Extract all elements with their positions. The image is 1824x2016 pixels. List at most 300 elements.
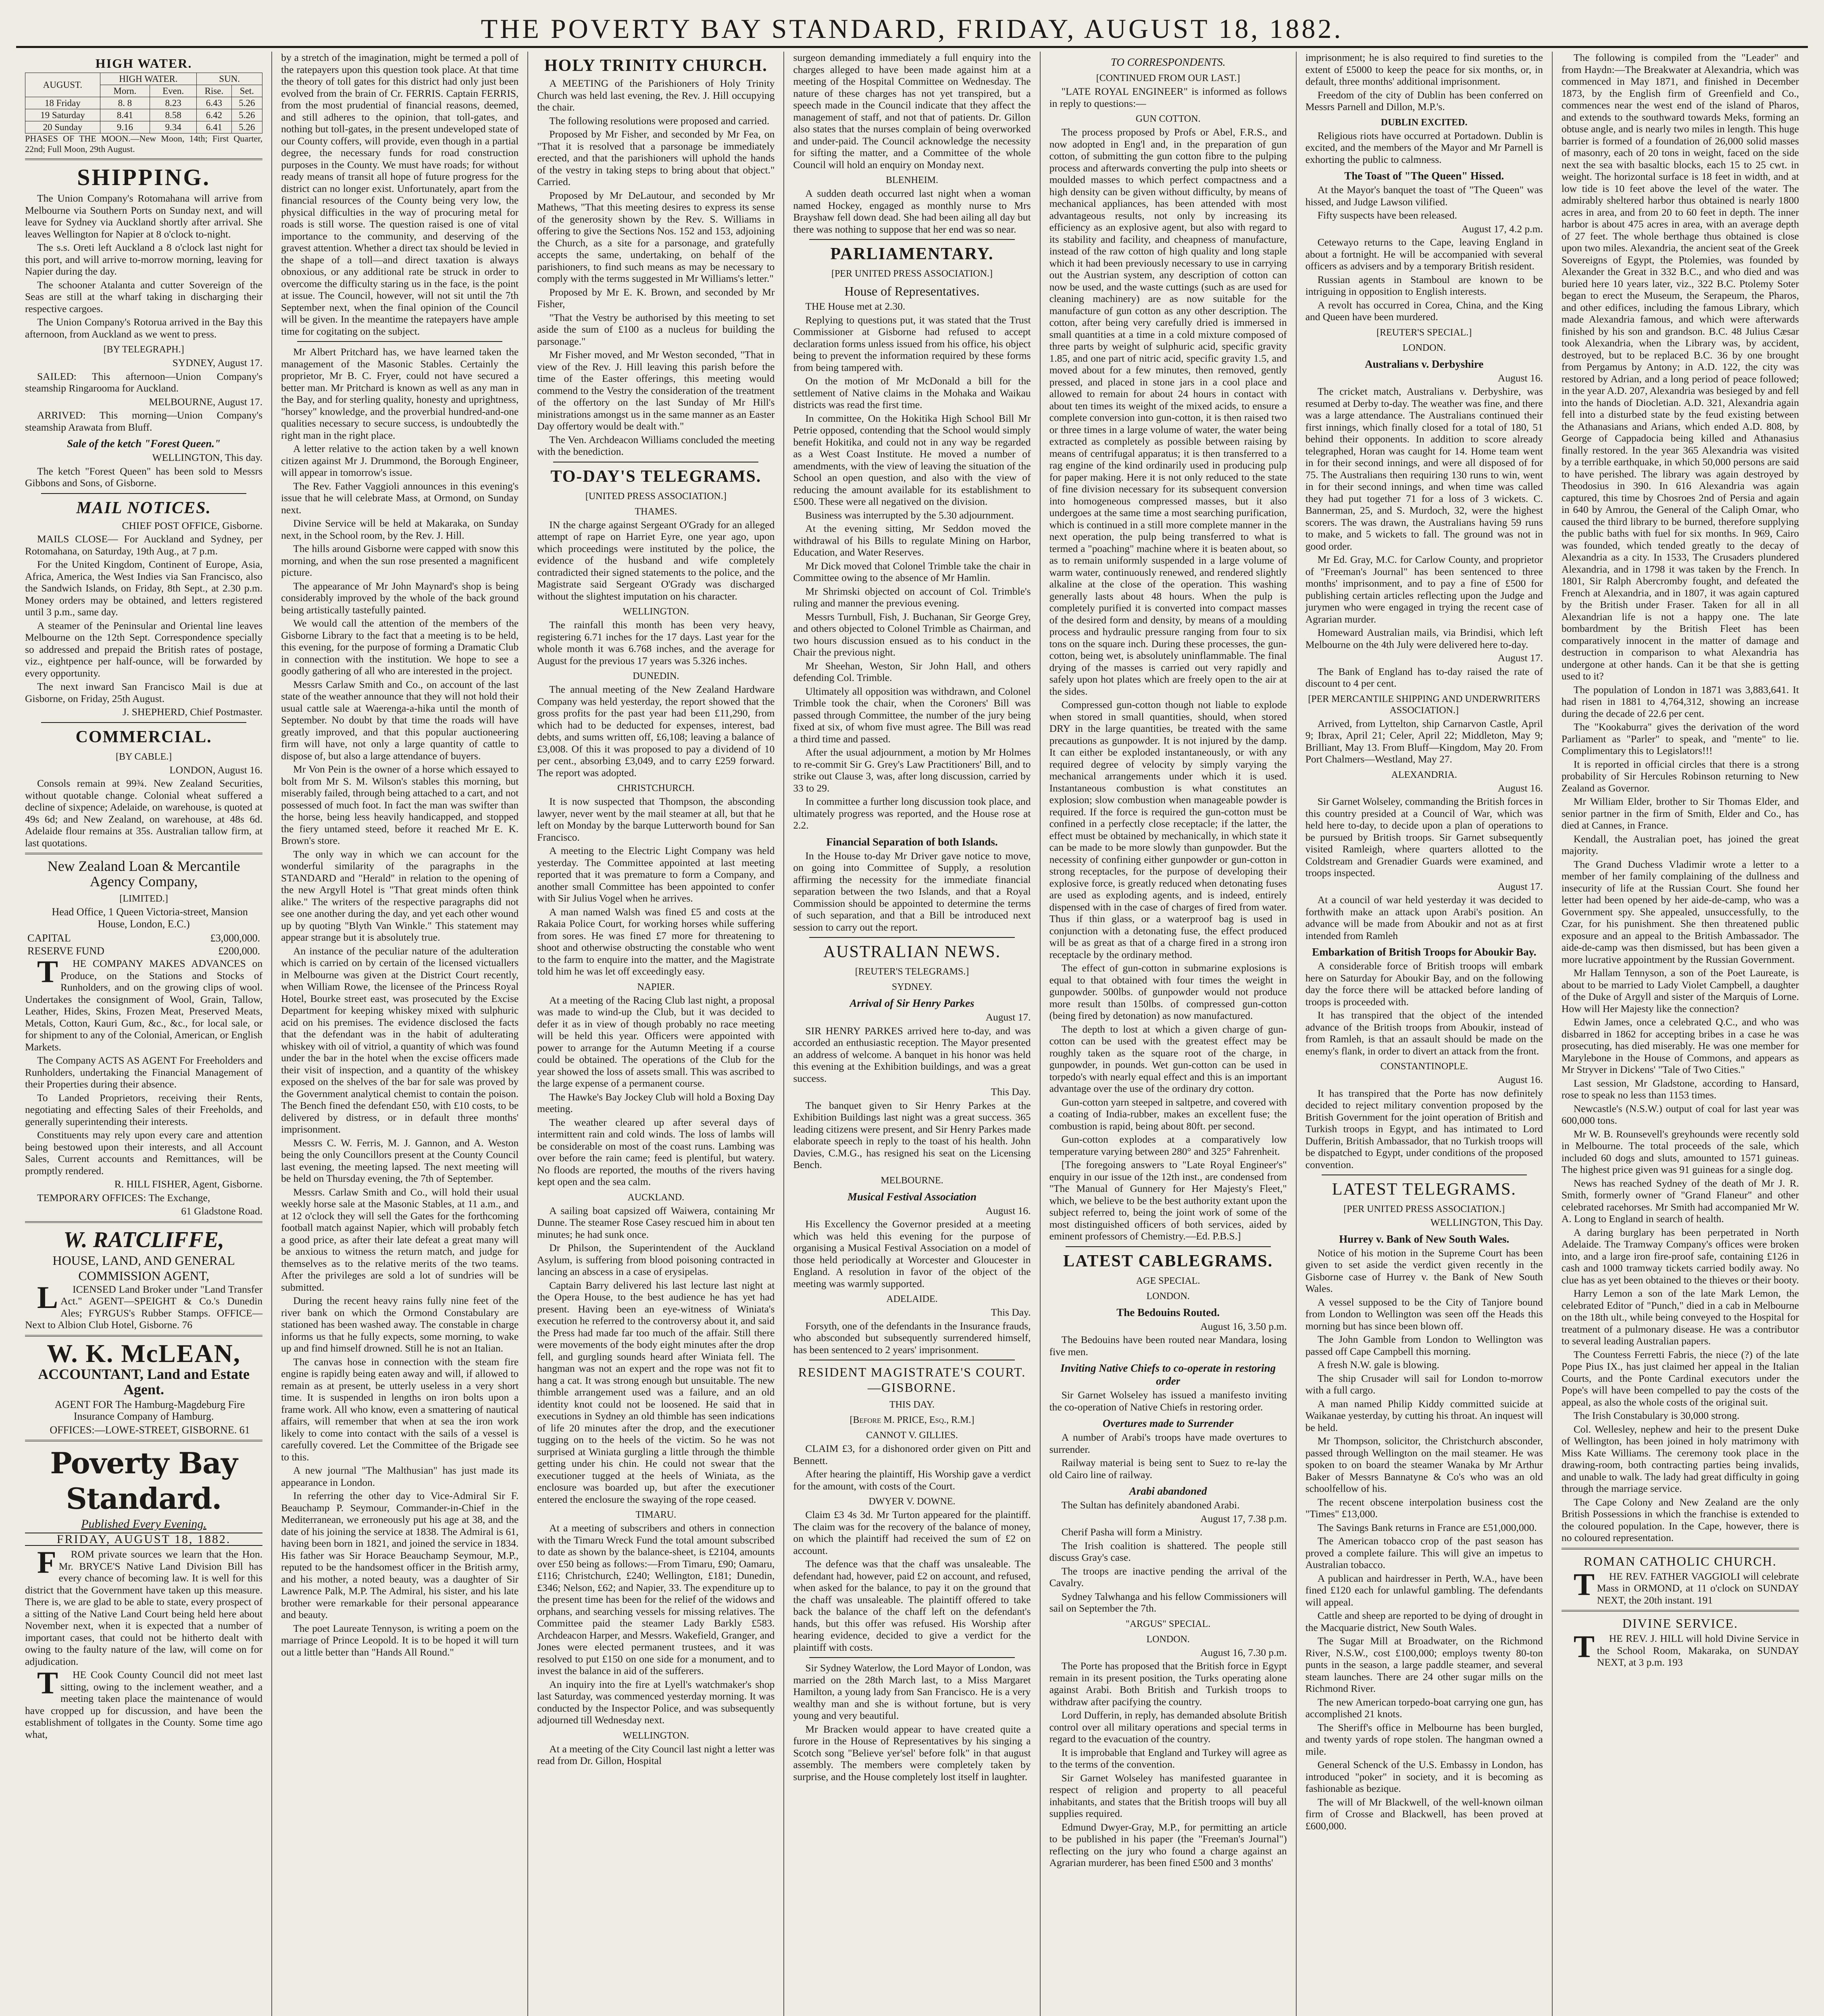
paragraph: Sir Sydney Waterlow, the Lord Mayor of London, was married on the 28th March last, to a Miss Margaret Hamilton, a young lady from San Francisco. He is a very wealthy man and she is without fortune, but is very young and very beautiful.	[793, 1662, 1031, 1721]
column-3	[528, 52, 784, 2016]
notice-heading: ROMAN CATHOLIC CHURCH.	[1584, 1554, 1777, 1568]
subheading: House of Representatives.	[844, 284, 980, 298]
paragraph: For the United Kingdom, Continent of Europe, Asia, Africa, America, the West Indies via San Francisco, also the Sandwich Islands, on Friday, 8th Sept., at 2.30 p.m. Money orders may be obtained, and letters registered until 3 p.m., same day.	[25, 558, 263, 618]
paragraph: Sydney Talwhanga and his fellow Commissioners will sail on September the 7th.	[1049, 1590, 1287, 1614]
paragraph: The Rev. Father Vaggioli announces in this evening's issue that he will celebrate Mass, at Ormond, on Sunday next.	[281, 480, 519, 516]
table-cell: 5.26	[231, 97, 262, 109]
place-heading: ADELAIDE.	[886, 1294, 938, 1304]
subheading: Arrival of Sir Henry Parkes	[850, 997, 974, 1009]
divider	[25, 1221, 262, 1223]
paragraph: Constituents may rely upon every care and attention being bestowed upon their interests, and all Account Sales, Current accounts and Remittances, will be promptly rendered.	[25, 1129, 263, 1177]
paragraph: A man named Walsh was fined £5 and costs at the Rakaia Police Court, for working horses while suffering from sores. He was fined £7 more for threatening to shoot and otherwise obstructing the constable who went to the farm to enquire into the matter, and the Magistrate told him he was let off exceedingly easy.	[537, 906, 775, 977]
paragraph: 61 Gladstone Road.	[181, 1205, 263, 1217]
column-5	[1041, 52, 1297, 2016]
paragraph: AGENT FOR The Hamburg-Magdeburg Fire Insurance Company of Hamburg.	[54, 1398, 245, 1422]
table-cell: 8.58	[150, 109, 197, 121]
paragraph: Ultimately all opposition was withdrawn, and Colonel Trimble took the chair, when the Coroners' Bill was passed through Committee, the number of the jury being fixed at six, of whom five must agree. The Bill was read a third time and passed.	[793, 685, 1031, 745]
paragraph: The Sultan has definitely abandoned Arabi.	[1061, 1499, 1240, 1511]
paragraph: The schooner Atalanta and cutter Sovereign of the Seas are still at the wharf taking in discharging their respective cargoes.	[25, 279, 263, 314]
article-heading: AUSTRALIAN NEWS.	[823, 943, 1001, 961]
dateline: WELLINGTON, This day.	[152, 452, 263, 463]
paragraph: [The foregoing answers to "Late Royal Engineer's" enquiry in our issue of the 12th inst., are condensed from "The Manual of Gunnery for Her Majesty's Fleet," which, we believe to be the best authority extant upon the subject referred to, being the joint work of some of the most distinguished officers of both services, aided by eminent professors of Chemistry.—Ed. P.B.S.]	[1049, 1159, 1287, 1242]
paper-nameplate: Poverty Bay Standard.	[50, 1446, 237, 1516]
article-heading: HOLY TRINITY CHURCH.	[544, 56, 768, 75]
paragraph: TEMPORARY OFFICES: The Exchange,	[37, 1191, 210, 1204]
paragraph: Replying to questions put, it was stated that the Trust Commissioner at Gisborne had refused to accept declaration forms unless issued from his office, his object being to prevent the information required by these forms from being tampered with.	[793, 314, 1031, 373]
paragraph: Mr Hallam Tennyson, a son of the Poet Laureate, is about to be married to Lady Violet Campbell, a daughter of the Duke of Argyll and sister of the Marquis of Lorne. How will Her Majesty like the connection?	[1561, 967, 1799, 1014]
column-4	[784, 52, 1040, 2016]
high-water-title: HIGH WATER.	[95, 56, 192, 71]
subheading: Sale of the ketch "Forest Queen."	[67, 437, 221, 450]
ad-title: ACCOUNTANT, Land and Estate Agent.	[38, 1366, 250, 1397]
paragraph: The Sheriff's office in Melbourne has been burgled, and twenty yards of rope stolen. The hangman owned a mile.	[1305, 1721, 1543, 1757]
paragraph: Cattle and sheep are reported to be dying of drought in the Macquarie district, New South Wales.	[1305, 1610, 1543, 1633]
paragraph: The canvas hose in connection with the steam fire engine is rapidly being eaten away and will, if allowed to remain as at present, be utterly useless in a very short time. It is suspended in lengths on iron bolts upon a frame work. All who know, even a smattering of nautical affairs, will remember that when at sea the iron work likely to come into contact with the sails of a vessel is carefully covered. Let the Committee of the Brigade see to this.	[281, 1356, 519, 1463]
subheading: Overtures made to Surrender	[1102, 1417, 1234, 1429]
place-heading: THAMES.	[635, 506, 677, 517]
paragraph: Col. Wellesley, nephew and heir to the present Duke of Wellington, has been joined in holy matrimony with Miss Kate Williams. The ceremony took place in the drawing-room, both contracting parties being invalids, and unable to walk. The lady had great difficulty in going through the marriage service.	[1561, 1423, 1799, 1494]
paragraph: Gun-cotton explodes at a comparatively low temperature varying between 280° and 325° Fahrenheit.	[1049, 1133, 1287, 1157]
paragraph: FROM private sources we learn that the Hon. Mr. BRYCE'S Native Land Division Bill has every chance of becoming law. It is well for this district that the Government have taken up this measure. There is, we are glad to be able to state, every prospect of a sitting of the Native Land Court being held here about November next, when it is expected that a number of important cases, that could not be hitherto dealt with owing to the faulty nature of the law, will come on for adjudication.	[25, 1545, 263, 1667]
paragraph: Dr Philson, the Superintendent of the Auckland Asylum, is suffering from blood poisoning contracted in lancing an abscess in a case of erysipelas.	[537, 1242, 775, 1277]
paragraph: At the Mayor's banquet the toast of "The Queen" was hissed, and Judge Lawson vilified.	[1305, 184, 1543, 208]
paragraph: Mr Dick moved that Colonel Trimble take the chair in Committee owing to the absence of Mr Hamlin.	[793, 560, 1031, 583]
paragraph: During the recent heavy rains fully nine feet of the river bank on which the Ormond Constabulary are stationed has been washed away. The constable in charge informs us that he fully expects, some morning, to wake up and find himself drowned. Still he is not an Italian.	[281, 1295, 519, 1354]
paragraph: On the motion of Mr McDonald a bill for the settlement of Native claims in the Mohaka and Waikau districts was read the first time.	[793, 375, 1031, 410]
table-cell: Friday	[56, 98, 81, 108]
ad-company-name: New Zealand Loan & Mercantile Agency Company,	[47, 858, 240, 889]
table-cell: 18	[44, 98, 54, 108]
dateline: WELLINGTON, This Day.	[1430, 1216, 1543, 1228]
table-cell: 6.41	[197, 121, 231, 133]
table-cell: 8.41	[100, 109, 150, 121]
paragraph: Messrs Turnbull, Fish, J. Buchanan, Sir George Grey, and others objected to Colonel Trimble as Chairman, and two hours discussion ensued as to his conduct in the Chair the previous night.	[793, 610, 1031, 658]
paragraph: Mr Sheehan, Weston, Sir John Hall, and others defending Col. Trimble.	[793, 660, 1031, 683]
paragraph: CLAIM £3, for a dishonored order given on Pitt and Bennett.	[793, 1443, 1031, 1466]
subheading: Musical Festival Association	[847, 1190, 977, 1203]
divider	[25, 1335, 262, 1337]
moon-phases: PHASES OF THE MOON.—New Moon, 14th; First Quarter, 22nd; Full Moon, 29th August.	[25, 133, 263, 154]
place-heading: LONDON.	[1146, 1634, 1190, 1645]
subheading: [UNITED PRESS ASSOCIATION.]	[585, 491, 727, 502]
paragraph: Harry Lemon a son of the late Mark Lemon, the celebrated Editor of "Punch," died in a cab in Melbourne on the 18th ult., while being conveyed to the Hospital for treatment of a pulmonary disease. He was a contributor to several leading Australian papers.	[1561, 1287, 1799, 1347]
paragraph: The Bedouins have been routed near Mandara, losing five men.	[1049, 1334, 1287, 1358]
ad-name: W. RATCLIFFE,	[63, 1227, 224, 1252]
table-cell: 9.16	[100, 121, 150, 133]
table-cell: 6.43	[197, 97, 231, 109]
paragraph: "LATE ROYAL ENGINEER" is informed as follows in reply to questions:—	[1049, 85, 1287, 109]
paragraph: Arrived, from Lyttelton, ship Carnarvon Castle, April 9; Ibrax, April 21; Celer, April 22; Middleton, May 9; Brilliant, May 13. From Bluff—Kingdom, May 20. From Port Chalmers—Westland, May 27.	[1305, 717, 1543, 765]
paragraph: A daring burglary has been perpetrated in North Adelaide. The Tramway Company's offices were broken into, and a large iron fire-proof safe, containing £126 in cash and 1000 tramway tickets carried bodily away. No clue has as yet been obtained to the thieves or their booty.	[1561, 1226, 1799, 1286]
paragraph: Mr Ed. Gray, M.C. for Carlow County, and proprietor of "Freeman's Journal" has been sentenced to three months' imprisonment, and to pay a fine of £500 for publishing certain articles reflecting upon the Judge and jurymen who were engaged in trying the recent case of Agrarian murder.	[1305, 554, 1543, 625]
paragraph: surgeon demanding immediately a full enquiry into the charges alleged to have been made against him at a meeting of the Hospital Committee on Wednesday. The nature of these charges has not yet transpired, but a speech made in the Council indicate that they affect the management of staff, and not that of patients. Dr. Gillon also states that the nurses complain of being overworked and under-paid. The Council acknowledge the necessity for sifting the matter, and a Committee of the whole Council will hold an enquiry on Monday next.	[793, 52, 1031, 171]
paragraph: Homeward Australian mails, via Brindisi, which left Melbourne on the 4th July were delivered here to-day.	[1305, 627, 1543, 650]
paragraph: ARRIVED: This morning—Union Company's steamship Arawata from Bluff.	[25, 409, 263, 433]
paragraph: Sir Garnet Wolseley has manifested guarantee in respect of religion and property to all peaceful inhabitants, and states that the British troops will buy all supplies required.	[1049, 1772, 1287, 1819]
paragraph: Cetewayo returns to the Cape, leaving England in about a fortnight. He will be accompanied with several officers as advisers and by a temporary British resident.	[1305, 236, 1543, 272]
paragraph: A letter relative to the action taken by a well known citizen against Mr J. Drummond, the Borough Engineer, will appear in tomorrow's issue.	[281, 443, 519, 478]
place-heading: WELLINGTON.	[623, 606, 689, 617]
dateline: August 17.	[1497, 652, 1543, 664]
table-cell: 9.34	[150, 121, 197, 133]
place-heading: AUCKLAND.	[627, 1192, 685, 1203]
divider	[25, 853, 262, 854]
subheading: The Toast of "The Queen" Hissed.	[1344, 170, 1504, 182]
dateline: August 16.	[1497, 782, 1543, 794]
paragraph: LICENSED Land Broker under "Land Transfer Act." AGENT—SPEIGHT & Co.'s Dunedin Ales; FYRGUS's Rubber Stamps. OFFICE—Next to Albion Club Hotel, Gisborne. 76	[25, 1279, 263, 1331]
paragraph: It is reported in official circles that there is a strong probability of Sir Hercules Robinson returning to New Zealand as Governor.	[1561, 758, 1799, 794]
paragraph: To Landed Proprietors, receiving their Rents, negotiating and effecting Sales of their Freeholds, and generally superintending their interests.	[25, 1091, 263, 1127]
paragraph: In committee, On the Hokitika High School Bill Mr Petrie opposed, contending that the School would simply benefit Hokitika, and could not in any way be regarded as a West Coast Institute. He moved a number of amendments, with the view of leaving the situation of the School an open question, and also with the view of reducing the amount available for its establishment to £500. These were all negatived on the division.	[793, 412, 1031, 507]
subheading: [PER UNITED PRESS ASSOCIATION.]	[831, 269, 993, 279]
paragraph: THE REV. FATHER VAGGIOLI will celebrate Mass in ORMOND, at 11 o'clock on SUNDAY NEXT, the 20th instant. 191	[1573, 1566, 1799, 1606]
paragraph: The cricket match, Australians v. Derbyshire, was resumed at Derby to-day. The weather was fine, and there was a large attendance. The Australians continued their first innings, which finally closed for a total of 180, 51 behind their opponents. In addition to score already telegraphed, Horan was caught for 14. Home team went in for their second innings, and were all disposed of for 75. The Australians then requiring 130 runs to win, went in for their second innings, and when time was called they had put together 71 for a loss of 3 wickets. C. Bannerman, 25, and S. Murdoch, 32, were the highest scorers. The was drawn, the Australians having 59 runs to make, and 5 wickets to fall. The ground was not in good order.	[1305, 385, 1543, 552]
paragraph: Mr Fisher moved, and Mr Weston seconded, "That in view of the Rev. J. Hill leaving this parish before the time of the Easter offerings, this meeting would commend to the Vestry the consideration of the treatment of the offertory on the last Sunday of Mr Hill's ministrations amongst us in the same manner as an Easter Day offertory would be dealt with."	[537, 349, 775, 432]
paragraph: The ship Crusader will sail for London to-morrow with a full cargo.	[1305, 1372, 1543, 1396]
table-cell: £3,000,000.	[210, 932, 260, 944]
divider	[809, 937, 1014, 938]
paragraph: OFFICES:—LOWE-STREET, GISBORNE. 61	[50, 1424, 250, 1436]
paragraph: A number of Arabi's troops have made overtures to surrender.	[1049, 1431, 1287, 1455]
paragraph: The Porte has proposed that the British force in Egypt remain in its present position, the Turks operating alone against Arabi. Both British and Turkish troops to withdraw after pacifying the country.	[1049, 1660, 1287, 1708]
paragraph: The Sugar Mill at Broadwater, on the Richmond River, N.S.W., cost £100,000; employs twenty 80-ton punts in the season, a large paddle steamer, and several steam launches. There are 24 other sugar mills on the Richmond River.	[1305, 1635, 1543, 1694]
paragraph: The following resolutions were proposed and carried.	[549, 115, 770, 127]
mail-heading: MAIL NOTICES.	[76, 498, 211, 517]
dateline: August 16, 3.50 p.m.	[1200, 1320, 1287, 1332]
subheading: [CONTINUED FROM OUR LAST.]	[1096, 73, 1240, 83]
paragraph: It is improbable that England and Turkey will agree as to the terms of the convention.	[1049, 1746, 1287, 1770]
paragraph: News has reached Sydney of the death of Mr J. R. Smith, formerly owner of "Grand Flaneur" and other celebrated racehorses. Mr Smith had accompanied Mr W. A. Long to England in search of health.	[1561, 1177, 1799, 1225]
divider	[809, 239, 1014, 240]
paragraph: The "Kookaburra" gives the derivation of the word Parliament as "Parler" to speak, and "mente" to lie. Complimentary this to Legislators!!!	[1561, 721, 1799, 756]
paragraph: The effect of gun-cotton in submarine explosions is equal to that obtained with four times the weight in gunpowder. 500lbs. of gunpowder would not produce more result than 150lbs. of compressed gun-cotton (being fired by detonation) as now manufactured.	[1049, 962, 1287, 1021]
dateline: CHIEF POST OFFICE, Gisborne.	[122, 519, 263, 531]
divider	[1066, 1246, 1271, 1247]
paper-tagline: Published Every Evening.	[81, 1517, 206, 1531]
dateline: August 17.	[1497, 880, 1543, 892]
paragraph: SAILED: This afternoon—Union Company's steamship Ringarooma for Auckland.	[25, 370, 263, 394]
capital-table	[25, 931, 262, 958]
paragraph: MAILS CLOSE— For Auckland and Sydney, per Rotomahana, on Saturday, 19th Aug., at 7 p.m.	[25, 533, 263, 557]
table-header: Rise.	[197, 85, 231, 97]
place-heading: ALEXANDRIA.	[1391, 769, 1457, 780]
paragraph: Edmund Dwyer-Gray, M.P., for permitting an article to be published in his paper (the "Freeman's Journal") reflecting on the jury who found a charge against an Agrarian murderer, has been fined £500 and 3 months'	[1049, 1821, 1287, 1868]
paragraph: The population of London in 1871 was 3,883,641. It had risen in 1881 to 4,764,312, showing an increase during the decade of 22.6 per cent.	[1561, 683, 1799, 719]
paragraph: At a meeting of subscribers and others in connection with the Timaru Wreck Fund the total amount subscribed to date as shown by the balance-sheet, is £2104, amounts over £50 being as follows:—From Timaru, £90; Oamaru, £116; Christchurch, £240; Wellington, £181; Dunedin, £346; Nelson, £62; and Napier, 33. The expenditure up to the present time has been for the relief of the widows and orphans, and searching vessels for missing relatives. The Committee paid the steamer Lady Barkly £583. Archdeacon Harper, and Messrs. Wakefield, Granger, and Jones were elected permanent trustees, and it was resolved to put £150 on one side for a monument, and to invest the balance in aid of the sufferers.	[537, 1522, 775, 1677]
paragraph: Cherif Pasha will form a Ministry.	[1061, 1526, 1203, 1538]
paragraph: A fresh N.W. gale is blowing.	[1317, 1359, 1439, 1370]
subheading: [Before M. PRICE, Esq., R.M.]	[850, 1415, 974, 1425]
subheading: Financial Separation of both Islands.	[826, 835, 998, 848]
paragraph: The Grand Duchess Vladimir wrote a letter to a member of her family complaining of the dullness and insecurity of life at the Russian Court. She found her letter had been opened by her aide-de-camp, who was a Government spy. She appealed, unsuccessfully, to the Czar, for his punishment. She then threatened public exposure and an appeal to the British Ambassador. The aide-de-camp was then dismissed, but has been given a more lucrative appointment by the Russian Government.	[1561, 858, 1799, 965]
paragraph: Fifty suspects have been released.	[1317, 209, 1457, 221]
table-header: Morn.	[100, 85, 150, 97]
divider	[809, 1657, 1014, 1658]
table-header: Set.	[231, 85, 262, 97]
paragraph: In the House to-day Mr Driver gave notice to move, on going into Committee of Supply, a resolution affirming the necessity for the immediate financial separation between the two Islands, and that a Royal Commission should be appointed to determine the terms of such separation, and that a Bill be introduced next session to carry out the report.	[793, 850, 1031, 933]
subheading: DUBLIN EXCITED.	[1380, 117, 1468, 128]
article-heading: TO-DAY'S TELEGRAMS.	[550, 467, 762, 486]
dateline: August 17, 4.2 p.m.	[1461, 223, 1543, 235]
paragraph: At a meeting of the Racing Club last night, a proposal was made to wind-up the Club, but it was decided to defer it as in view of though probably no race meeting will be held this year. Officers were appointed with power to arrange for the Autumn Meeting if a course could be obtained. The operations of the Club for the year showed the loss of assets small. This was ascribed to the large expense of a permanent course.	[537, 994, 775, 1089]
ad-title: HOUSE, LAND, AND GENERAL COMMISSION AGENT,	[52, 1253, 235, 1283]
subheading: [LIMITED.]	[119, 893, 168, 904]
subheading: Australians v. Derbyshire	[1365, 358, 1484, 370]
paragraph: The recent obscene interpolation business cost the "Times" £13,000.	[1305, 1496, 1543, 1520]
signature: J. SHEPHERD, Chief Postmaster.	[123, 706, 263, 718]
paragraph: The Cape Colony and New Zealand are the only British Possessions in which the franchise is extended to the coloured population. In the Cape, however, there is no coloured representation.	[1561, 1496, 1799, 1543]
paragraph: The annual meeting of the New Zealand Hardware Company was held yesterday, the report showed that the gross profits for the past year had been £11,290, from which had to be deducted for expenses, interest, bad debts, and sums written off, £6,108; leaving a balance of £3,008. Of this it was proposed to pay a dividend of 10 per cent., absorbing £3,049, and to carry £259 forward. The report was adopted.	[537, 683, 775, 779]
paragraph: Mr Bracken would appear to have created quite a furore in the House of Representatives by his singing a Scotch song "Believe yer'sel' before folk" in that august assembly. The members were completely taken by surprise, and the House completely lost itself in laughter.	[793, 1723, 1031, 1783]
place-heading: MELBOURNE.	[881, 1175, 943, 1186]
dateline: LONDON, August 16.	[169, 764, 263, 776]
paragraph: His Excellency the Governor presided at a meeting which was held this evening for the purpose of organising a Musical Festival Association on a model of those held periodically at Worcester and Gloucester in England. A resolution in favor of the object of the meeting was warmly supported.	[793, 1218, 1031, 1289]
paragraph: The s.s. Oreti left Auckland a 8 o'clock last night for this port, and will arrive to-morrow morning, leaving for Napier during the day.	[25, 242, 263, 277]
table-cell: CAPITAL	[27, 932, 71, 944]
column-1	[16, 52, 272, 2016]
paragraph: Consols remain at 99¾. New Zealand Securities, without quotable change. Colonial wheat suffered a decline of sixpence; Adelaide, on warehouse, is quoted at 49s 6d; and New Zealand, on warehouse, at 48s 6d. Adelaide flour remains at 35s. Australian tallow firm, at last quotations.	[25, 777, 263, 849]
dateline: August 17.	[985, 1011, 1031, 1023]
place-heading: TIMARU.	[635, 1510, 677, 1520]
subheading: [PER UNITED PRESS ASSOCIATION.]	[1343, 1204, 1505, 1214]
paragraph: Mr Shrimski objected on account of Col. Trimble's ruling and manner the previous evening.	[793, 585, 1031, 609]
paragraph: Forsyth, one of the defendants in the Insurance frauds, who absconded but subsequently surrendered himself, has been sentenced to 2 years' imprisonment.	[793, 1320, 1031, 1356]
paragraph: The depth to lost at which a given charge of gun-cotton can be used with the greatest effect may be roughly taken as the square root of the charge, in gunpowder, in pounds. Wet gun-cotton can be used in torpedo's with nearly equal effect and this is an important advantage over the use of the ordinary dry cotton.	[1049, 1023, 1287, 1094]
paragraph: Gun-cotton yarn steeped in saltpetre, and covered with a coating of India-rubber, makes an excellent fuse; the combustion is rapid, being about 80ft. per second.	[1049, 1096, 1287, 1132]
columns	[16, 52, 1808, 2016]
divider	[41, 722, 246, 723]
table-cell: 8. 8	[100, 97, 150, 109]
subheading: THIS DAY.	[889, 1400, 935, 1410]
paragraph: THE House met at 2.30.	[805, 300, 906, 312]
paragraph: Claim £3 4s 3d. Mr Turton appeared for the plaintiff. The claim was for the recovery of the balance of money, on which the plaintiff had received the sum of £2 on account.	[793, 1509, 1031, 1556]
dateline: August 16.	[1497, 372, 1543, 384]
subheading: [BY TELEGRAPH.]	[103, 344, 184, 355]
paragraph: The poet Laureate Tennyson, is writing a poem on the marriage of Prince Leopold. It is to be hoped it will turn out a little better than "Hands All Round."	[281, 1622, 519, 1658]
table-row	[25, 121, 262, 133]
paragraph: The Irish Constabulary is 30,000 strong.	[1573, 1410, 1740, 1421]
paragraph: The Countess Ferretti Fabris, the niece (?) of the late Pope Pius IX., has just claimed her appeal in the Italian Courts, and the Ponte Cardinal executors under the Pope's will have been compelled to pay the costs of the appeal, as also the whole costs of the original suit.	[1561, 1348, 1799, 1408]
paragraph: It has transpired that the object of the intended advance of the British troops from Aboukir, instead of from Ramleh, is that an assault should be made on the enemy's flank, in order to divert an attack from the front.	[1305, 1009, 1543, 1057]
table-cell: 6.42	[197, 109, 231, 121]
commercial-heading: COMMERCIAL.	[75, 727, 212, 746]
paper-date: FRIDAY, AUGUST 18, 1882.	[25, 1533, 262, 1546]
column-2	[272, 52, 528, 2016]
article-heading: TO CORRESPONDENTS.	[1110, 56, 1226, 68]
ad-name: W. K. McLEAN,	[47, 1339, 241, 1368]
table-cell: £200,000.	[218, 945, 260, 957]
place-heading: CHRISTCHURCH.	[617, 783, 695, 793]
subheading: "ARGUS" SPECIAL.	[1125, 1618, 1211, 1629]
paragraph: The Hawke's Bay Jockey Club will hold a Boxing Day meeting.	[537, 1091, 775, 1114]
place-heading: DUNEDIN.	[633, 671, 679, 681]
paragraph: Kendall, the Australian poet, has joined the great majority.	[1561, 833, 1799, 856]
paragraph: The hills around Gisborne were capped with snow this morning, and when the sun rose presented a magnificent picture.	[281, 543, 519, 578]
paragraph: by a stretch of the imagination, might be termed a poll of the ratepayers upon this question took place. At that time the theory of toll gates for this district had only just been evolved from the brain of Cr. FERRIS. Captain FERRIS, from the most prudential of financial reasons, deemed, and still adheres to the opinion, that toll-gates, and nothing but toll-gates, in the present undeveloped state of our County coffers, will provide, even though in a partial degree, the necessary funds for road construction purposes in the County. We must have roads; for without ready means of transit all hope of future progress for the district can no longer exist. Unfortunately, apart from the financial resources of the County being very low, the physical difficulties in the way of procuring metal for roads is still worse. The question raised is one of vital importance to the community, and deserving of the gravest attention. Whether a direct tax should be levied in the shape of a toll—and direct taxation is always obnoxious, or any additional rate be struck in order to overcome the difficulty staring us in the face, is the point at issue. The Council, however, will not sit until the 7th September next, when the final opinion of the Council will be given. In the meantime the ratepayers have ample time for cogitating on the subject.	[281, 52, 519, 337]
paragraph: Proposed by Mr DeLautour, and seconded by Mr Mathews, "That this meeting desires to express its sense of the generosity shown by the Rev. S. Williams in offering to give the Sections Nos. 152 and 153, adjoining the Church, as a site for a parsonage, and gratefully accepts the same, undertaking, on behalf of the parishioners, to find such means as may be necessary to comply with the terms suggested in Mr Williams's letter."	[537, 189, 775, 284]
subheading: AGE SPECIAL.	[1136, 1275, 1200, 1286]
paragraph: The John Gamble from London to Wellington was passed off Cape Campbell this morning.	[1305, 1333, 1543, 1357]
paragraph: Edwin James, once a celebrated Q.C., and who was disbarred in 1862 for accepting bribes in a case he was prosecuting, has died miserably. He was one member for Marylebone in the House of Commons, and appears as Mr Stryver in Dickens' "Tale of Two Cities."	[1561, 1016, 1799, 1075]
paragraph: Business was interrupted by the 5.30 adjournment.	[805, 509, 1014, 521]
paragraph: A considerable force of British troops will embark here on Saturday for Aboukir Bay, and on the following day the force there will be attacked before landing of troops is proceeded with.	[1305, 960, 1543, 1008]
paragraph: Divine Service will be held at Makaraka, on Sunday next, in the School room, by the Rev. J. Hill.	[281, 517, 519, 541]
dateline: This Day.	[991, 1086, 1031, 1098]
article-heading: PARLIAMENTARY.	[830, 245, 994, 263]
case-heading: DWYER V. DOWNE.	[868, 1496, 956, 1507]
paragraph: Mr Von Pein is the owner of a horse which essayed to bolt from Mr S. M. Wilson's stables this morning, but miserably failed, through being attached to a cart, and not possessed of much foot. In fact the man was swifter than the horse, being less heavily handicapped, and stopped the fiery untamed steed, before it reached Mr E. K. Brown's store.	[281, 763, 519, 846]
paragraph: THE REV. J. HILL will hold Divine Service in the School Room, Makaraka, on SUNDAY NEXT, at 3 p.m. 193	[1573, 1629, 1799, 1668]
dateline: August 16.	[985, 1204, 1031, 1216]
dateline: This Day.	[991, 1306, 1031, 1318]
subheading: Embarkation of British Troops for Aboukir Bay.	[1312, 946, 1537, 958]
paragraph: Mr Albert Pritchard has, we have learned taken the management of the Masonic Stables. Certainly the proprietor, Mr B. C. Fryer, could not have secured a better man. Mr Pritchard is known as well as any man in the Bay, and for sterling quality, honesty and uprightness, "horsey" knowledge, and the proverbial hundred-and-one qualities necessary to secure success, is undoubtedly the right man in the right place.	[281, 346, 519, 441]
paragraph: Messrs Carlaw Smith and Co., on account of the last state of the weather announce that they will not hold their usual cattle sale at Waerenga-a-hika until the month of September. No doubt by that time the roads will have greatly improved, and that this popular auctioneering firm will have, not only a large quantity of cattle to dispose of, but also a large attendance of buyers.	[281, 678, 519, 762]
paragraph: Railway material is being sent to Suez to re-lay the old Cairo line of railway.	[1049, 1457, 1287, 1481]
place-heading: BLENHEIM.	[886, 175, 938, 185]
place-heading: SYDNEY.	[891, 982, 933, 992]
paragraph: A meeting to the Electric Light Company was held yesterday. The Committee appointed at last meeting reported that it was premature to form a Company, and another small Committee has been appointed to confer with Sir Julius Vogel when he arrives.	[537, 845, 775, 904]
paragraph: The ketch "Forest Queen" has been sold to Messrs Gibbons and Sons, of Gisborne.	[25, 465, 263, 489]
paragraph: It has transpired that the Porte has now definitely decided to reject military convention proposed by the British Government for the joint operation of British and Turkish troops in Egypt, and has intimated to Lord Dufferin, British Ambassador, that no Turkish troops will be dispatched to Egypt, under conditions of the proposed convention.	[1305, 1087, 1543, 1170]
table-header: Even.	[150, 85, 197, 97]
subheading: Hurrey v. Bank of New South Wales.	[1339, 1233, 1510, 1245]
dateline: MELBOURNE, August 17.	[149, 396, 263, 408]
column-6	[1297, 52, 1553, 2016]
place-heading: NAPIER.	[637, 981, 675, 992]
paragraph: A sailing boat capsized off Waiwera, containing Mr Dunne. The steamer Rose Casey rescued him in about ten minutes; he had sunk once.	[537, 1204, 775, 1240]
paragraph: Lord Dufferin, in reply, has demanded absolute British control over all military operations and special terms in regard to the evacuation of the country.	[1049, 1709, 1287, 1745]
paragraph: It is now suspected that Thompson, the absconding lawyer, never went by the mail steamer at all, but that he left on Monday by the barque Lutterworth bound for San Francisco.	[537, 796, 775, 843]
paragraph: Sir Garnet Wolseley has issued a manifesto inviting the co-operation of Native Chiefs in restoring order.	[1049, 1389, 1287, 1413]
paragraph: The defence was that the chaff was unsaleable. The defendant had, however, paid £2 on account, and refused, when asked for the balance, to pay it on the ground that the chaff was unsaleable. The plaintiff offered to take back the balance of the chaff left on the defendant's hands, but this offer was refused. His Worship after hearing evidence, decided to give a verdict for the plaintiff with costs.	[793, 1558, 1031, 1653]
paragraph: Head Office, 1 Queen Victoria-street, Mansion House, London, E.C.)	[52, 906, 248, 930]
paragraph: The Union Company's Rotorua arrived in the Bay this afternoon, from Auckland as we went to press.	[25, 316, 263, 340]
paragraph: imprisonment; he is also required to find sureties to the extent of £5000 to keep the peace for six months, or, in default, three months' additional imprisonment.	[1305, 52, 1543, 87]
paragraph: At a meeting of the City Council last night a letter was read from Dr. Gillon, Hospital	[537, 1743, 775, 1766]
paragraph: The new American torpedo-boat carrying one gun, has accomplished 21 knots.	[1305, 1696, 1543, 1720]
paragraph: The following is compiled from the "Leader" and from Haydn:—The Breakwater at Alexandria, which was commenced in May 1871, and finished in December 1873, by the English firm of Greenfield and Co., commences near the west end of the island of Pharos, and extends to the southward towards Meks, forming an obtuse angle, and is nearly two miles in length. This huge barrier is formed of a foundation of 26,000 solid masses of masonry, each of 20 tons in weight, faced on the side next the sea with basaltic blocks, each 15 to 25 cwt. in weight. The horizontal surface is 18 feet in width, and at low tide is 10 feet above the level of the water. The admirably sheltered harbor thus obtained is nearly 1800 acres in area, and from 20 to 60 feet in depth. The inner harbor is about 475 acres in area, with an average depth of 27 feet. The whole berthage thus obtained is close upon two miles. Alexandria, the ancient seat of the Greek Sovereigns of Egypt, the Ptolemies, was founded by Alexander the Great in 332 B.C., and who died and was buried here 10 years later, viz., 322 B.C. Ptolemy Soter began to erect the Museum, the Serapeum, the Pharos, and other edifices, including the famous Library, which made Alexandria famous, and which were afterwards finished by his son and grandson. B.C. 48 Julius Cæsar took Alexandria, when the Library was, by accident, destroyed, but to be replaced B.C. 36 by one brought from Pergamus by Antony; in A.D. 122, the city was restored by Adrian, and a long period of peace followed; in the year A.D. 207, Alexandria was besieged by and fell into the hands of Diocletian. A.D. 321, Alexandria again fell into a disturbed state by the feud existing between the Athanasians and Arians, which ended A.D. 808, by George of Cappadocia being killed and Athanasius finally restored. In the year 365 Alexandria was visited by a terrible earthquake, in which 50,000 persons are said to have perished. The library was again destroyed by Theodosius in 390. In 616 Alexandria was again captured, this time by Chosroes 2nd of Persia and again in 640 by Amrou, the General of the Caliph Omar, who caused the third library to be burned, therefore supplying the public baths with fuel for six months. In 969, Cairo was founded, which tended greatly to the decay of Alexandria as a city. In 1533, The Crusaders plundered Alexandria, and in 1798 it was taken by the French. In 1801, Sir Ralph Abercromby fought, and defeated the French at Alexandria, and in 1807, it was again captured by the British under Fraser. Taken for all in all Alexandrian life is not a happy one. The late bombardment by the British Fleet has been comparatively innocent in the matter of damage and destruction in comparison to what Alexandria has undergone at other hands. Can it be that she is getting used to it?	[1561, 52, 1799, 682]
divider	[41, 493, 246, 494]
table-row	[25, 109, 262, 121]
subheading: [REUTER'S SPECIAL.]	[1376, 327, 1472, 338]
dateline: SYDNEY, August 17.	[172, 357, 263, 369]
article-heading: LATEST CABLEGRAMS.	[1063, 1252, 1273, 1270]
paragraph: THE Cook County Council did not meet last sitting, owing to the inclement weather, and a meeting taken place the maintenance of would have cropped up for discussion, and have been the establishment of tollgates in the County. Some time ago what,	[25, 1665, 263, 1740]
paragraph: The Ven. Archdeacon Williams concluded the meeting with the benediction.	[537, 433, 775, 457]
paragraph: The next inward San Francisco Mail is due at Gisborne, on Friday, 25th August.	[25, 681, 263, 704]
notice-heading: DIVINE SERVICE.	[1622, 1616, 1738, 1631]
paragraph: Proposed by Mr E. K. Brown, and seconded by Mr Fisher,	[537, 286, 775, 310]
high-water-table	[25, 73, 262, 133]
paragraph: The Company ACTS AS AGENT For Freeholders and Runholders, undertaking the Financial Management of their Properties during their absence.	[25, 1054, 263, 1090]
paragraph: The banquet given to Sir Henry Parkes at the Exhibition Buildings last night was a great success. 365 leading citizens were present, and Sir Henry Parkes made elaborate speech in reply to the toast of his health. John Davies, C.M.G., has resigned his seat on the Licensing Bench.	[793, 1099, 1031, 1170]
paragraph: The only way in which we can account for the wonderful similarity of the paragraphs in the STANDARD and "Herald" in relation to the opening of the new Argyll Hotel is "That great minds often think alike." The writers of the respective paragraphs did not see one another during the day, and yet each other wound up by quoting "Blyth Van Winkle." This statement may appear strange but it is absolutely true.	[281, 848, 519, 943]
subheading: The Bedouins Routed.	[1116, 1306, 1220, 1318]
paragraph: General Schenck of the U.S. Embassy in London, has introduced "poker" in society, and it is becoming as fashionable as bezique.	[1305, 1759, 1543, 1794]
subheading: Arabi abandoned	[1129, 1485, 1207, 1497]
table-cell: 5.26	[231, 109, 262, 121]
paragraph: SIR HENRY PARKES arrived here to-day, and was accorded an enthusiastic reception. The Mayor presented an address of welcome. A banquet in his honor was held this evening at the Exhibition buildings, and was a great success.	[793, 1025, 1031, 1084]
place-heading: CONSTANTINOPLE.	[1380, 1061, 1468, 1072]
subheading: GUN COTTON.	[1135, 114, 1201, 124]
article-heading: RESIDENT MAGISTRATE'S COURT.—GISBORNE.	[798, 1365, 1026, 1395]
paragraph: An instance of the peculiar nature of the adulteration which is carried on by certain of the licensed victuallers in Melbourne was given at the District Court recently, when William Rowe, the licensee of the Princess Royal Hotel, Bourke street east, was prosecuted by the Excise Department for keeping whiskey mixed with sulphuric acid on his premises. The evidence disclosed the facts that the defendant was in the habit of adulterating whiskey with oil of vitriol, a quantity of which was found under the bar in the hotel when the excise officers made their visit of inspection, and a quantity of the whiskey exposed on the shelves of the bar for sale was proved by the Government analytical chemist to contain the poison. The Bench fined the defendant £50, with £10 costs, to be delivered by distress, or in default three months' imprisonment.	[281, 945, 519, 1135]
place-heading: LONDON.	[1146, 1291, 1190, 1302]
paragraph: The Union Company's Rotomahana will arrive from Melbourne via Southern Ports on Sunday next, and will leave for Sydney via Auckland shortly after arrival. She leaves Wellington for Napier at 8 o'clock to-night.	[25, 192, 263, 240]
paragraph: A new journal "The Malthusian" has just made its appearance in London.	[281, 1464, 519, 1488]
table-row	[25, 97, 262, 109]
paragraph: "That the Vestry be authorised by this meeting to set aside the sum of £100 as a nucleus for building the parsonage."	[537, 311, 775, 347]
divider	[1562, 1610, 1799, 1612]
place-heading: WELLINGTON.	[623, 1730, 689, 1741]
paragraph: Messrs C. W. Ferris, M. J. Gannon, and A. Weston being the only Councillors present at the County Council last evening, the meeting lapsed. The next meeting will be held on Thursday evening, the 7th of September.	[281, 1137, 519, 1184]
paragraph: The process proposed by Profs or Abel, F.R.S., and now adopted in Eng'l and, in the preparation of gun cotton, of submitting the gun cotton fibre to the pulping process and afterwards converting the pulp into sheets or moulded masses to which perfect compactness and a high density can be given without difficulty, by means of mechanical appliances, has been attended with most advantageous results, not only by increasing its efficiency as an explosive agent, but also with regard to its stability and facility, and cheapness of manufacture, instead of the raw cotton of high quality and long staple which it had been previously necessary to use in carrying out the Austrian system, any description of cotton can now be used, and the waste cuttings (such as are used for cleaning machinery) are as now suitable for the manufacture of gun cotton as any other description. The cotton, after being very carefully dried is immersed in small quantities at a time in a cold mixture composed of three parts by weight of sulphuric acid, specific gravity 1.85, and one part of nitric acid, specific gravity 1.5, and moved about for a few minutes, then removed, gently pressed, and placed in stone jars in a cool place and allowed to remain for about 24 hours in contact with about ten times its weight of the mixed acids, to ensure a complete conversion into gun-cotton, it is then raised two or three times in a large volume of water, the water being extracted as completely as possible between raising by means of centrifugal apparatus; it is then transferred to a rag engine of the kind ordinarily used in producing pulp for paper making. Here it is not only reduced to the state of fine division necessary for its subsequent conversion into homogeneous compressed masses, but it also undergoes at the same time a most searching purification, which is continued in a still more complete manner in the next operation, the pulp being transferred to what is termed a "poaching" machine where it is beaten about, so as to remain uniformly suspended in a large volume of warm water, continuously renewed, and rendered slightly alkaline at the close of the operation. This washing generally lasts about 48 hours. When the pulp is completely purified it is converted into compact masses of the desired form and density, by means of a moulding process and hydraulic pressure ranging from four to six tons on the square inch. During these processes, the gun-cotton, being wet, is absolutely uninflammable. The final drying of the masses is carried out very rapidly and safely upon hot plates which are freely open to the air at the sides.	[1049, 126, 1287, 697]
paragraph: A MEETING of the Parishioners of Holy Trinity Church was held last evening, the Rev. J. Hill occupying the chair.	[537, 77, 775, 113]
paragraph: THE COMPANY MAKES ADVANCES on Produce, on the Stations and Stocks of Runholders, and on the growing clips of wool. Undertakes the consignment of Wool, Grain, Tallow, Leather, Hides, Skins, Frozen Meat, Preserved Meats, Metals, Cotton, Kauri Gum, &c., &c., for local sale, or for shipment to any of the Colonial, American, or English Markets.	[25, 954, 263, 1053]
subheading: Inviting Native Chiefs to co-operate in restoring order	[1060, 1362, 1276, 1387]
paragraph: We would call the attention of the members of the Gisborne Library to the fact that a meeting is to be held, this evening, for the purpose of forming a Dramatic Club in connection with the institution. We hope to see a goodly gathering of all who are interested in the project.	[281, 617, 519, 677]
paragraph: At the evening sitting, Mr Seddon moved the withdrawal of his Bills to regulate Mining on Harbor, Education, and Water Reserves.	[793, 523, 1031, 558]
table-cell: 5.26	[231, 121, 262, 133]
dateline: August 16, 7.30 p.m.	[1200, 1646, 1287, 1658]
paragraph: At a council of war held yesterday it was decided to forthwith make an attack upon Arabi's position. An advance will be made from Aboukir and not as at first intended from Ramleh	[1305, 894, 1543, 941]
subheading: [REUTER'S TELEGRAMS.]	[855, 966, 969, 977]
paragraph: The Bank of England has to-day raised the rate of discount to 4 per cent.	[1305, 665, 1543, 689]
paragraph: An inquiry into the fire at Lyell's watchmaker's shop last Saturday, was commenced yesterday morning. It was conducted by the Inspector Police, and was subsequently adjourned till Wednesday next.	[537, 1678, 775, 1726]
paragraph: A steamer of the Peninsular and Oriental line leaves Melbourne on the 12th Sept. Correspondence specially so addressed and prepaid the British rates of postage, viz., eightpence per half-ounce, will be forwarded by every opportunity.	[25, 619, 263, 679]
paragraph: Mr Thompson, solicitor, the Christchurch absconder, passed through Wellington on the mail steamer. He was spoken to on board the steamer Wanaka by Mr Arthur Baker of Messrs Bannatyne & Co's who was an old schoolfellow of his.	[1305, 1435, 1543, 1494]
column-7	[1553, 52, 1808, 2016]
paragraph: After hearing the plaintiff, His Worship gave a verdict for the amount, with costs of the Court.	[793, 1468, 1031, 1492]
paragraph: Captain Barry delivered his last lecture last night at the Opera House, to the best audience he has yet had present. Having been an eye-witness of Winiata's execution he referred to the controversy about it, and said the Press had made far too much of the affair. Still there were movements of the body eight minutes after the drop fell, and gurgling sounds heard after Winiata fell. The hangman was not an expert and the rope was not fit to hang a cat. It was strong enough but unsuitable. The new thimble arrangement used was a failure, and an old identity knot could not be loosened. He said that in executions in Sydney an old thimble has seen indications of life 20 minutes after the drop, and the executioner tugging on to the heels of the victim. So he was not surprised at Winiata gurgling a little through the thimble getting under his chin. He could not swear that the executioner tugged at the heels of Winiata, as the enclosure was boarded up, but after the executioner entered the enclosure the swaying of the rope ceased.	[537, 1279, 775, 1505]
paragraph: Sir Garnet Wolseley, commanding the British forces in this country presided at a Council of War, which was held here to-day, to decide upon a plan of operations to be pursued by British troops. Sir Garnet subsequently visited Ramleigh, where quarters allotted to the Coldstream and Grenadier Guards were examined, and troops inspected.	[1305, 796, 1543, 879]
signature: R. HILL FISHER, Agent, Gisborne.	[114, 1178, 263, 1190]
paragraph: The American tobacco crop of the past season has proved a complete failure. This will give an impetus to Australian tobacco.	[1305, 1535, 1543, 1570]
paragraph: The appearance of Mr John Maynard's shop is being considerably improved by the whole of the back ground being artistically tastefully painted.	[281, 580, 519, 616]
divider	[25, 158, 262, 160]
paragraph: In committee a further long discussion took place, and ultimately progress was reported, and the House rose at 2.2.	[793, 796, 1031, 831]
table-cell: 20	[43, 122, 52, 132]
subheading: [BY CABLE.]	[116, 751, 172, 762]
dateline: August 17, 7.38 p.m.	[1200, 1512, 1287, 1524]
table-cell: Saturday	[52, 110, 85, 120]
paragraph: The will of Mr Blackwell, of the well-known oilman firm of Crosse and Blackwell, has been proved at £600,000.	[1305, 1796, 1543, 1832]
paragraph: A vessel supposed to be the City of Tanjore bound from London to Wellington was seen off the Heads this morning but has since been blown off.	[1305, 1296, 1543, 1332]
paragraph: Messrs. Carlaw Smith and Co., will hold their usual weekly horse sale at the Masonic Stables, at 11 a.m., and at 12 o'clock they will sell the Gates for the forthcoming football match against Napier, which will probably fetch a good price, as after their late defeat a great many will be anxious to witness the return match, and judge for themselves as to the relative merits of the two teams. After the privileges are sold a lot of sundries will be submitted.	[281, 1186, 519, 1293]
table-cell: 8.23	[150, 97, 197, 109]
divider	[25, 1440, 262, 1441]
paragraph: Mr William Elder, brother to Sir Thomas Elder, and senior partner in the firm of Smith, Elder and Co., has died at Cannes, in France.	[1561, 796, 1799, 831]
paragraph: Proposed by Mr Fisher, and seconded by Mr Fea, on "That it is resolved that a parsonage be immediately erected, and that the parishioners will uphold the hands of the vestry in taking steps to bring about that object." Carried.	[537, 128, 775, 187]
shipping-heading: SHIPPING.	[77, 164, 210, 190]
paragraph: Last session, Mr Gladstone, according to Hansard, rose to speak no less than 1153 times.	[1561, 1077, 1799, 1101]
table-cell: Sunday	[54, 122, 83, 132]
paragraph: The weather cleared up after several days of intermittent rain and cold winds. The loss of lambs will be considerable on most of the coast runs. Lambing was over before the rain came; feed is plentiful, but watery. No floods are reported, the mouths of the rivers having kept open and the sea calm.	[537, 1116, 775, 1187]
place-heading: LONDON.	[1402, 342, 1446, 353]
table-cell: RESERVE FUND	[27, 945, 104, 957]
table-header: HIGH WATER.	[100, 73, 197, 85]
paragraph: A sudden death occurred last night when a woman named Hockey, engaged as monthly nurse to Mrs Brayshaw fell down dead. She had been ailing all day but there was nothing to suppose that her end was so near.	[793, 187, 1031, 235]
paragraph: Mr W. B. Rounsevell's greyhounds were recently sold in Melbourne. The total proceeds of the sale, which included 60 dogs and sluts, amounted to 1571 guineas. The highest price given was 91 guineas for a single dog.	[1561, 1128, 1799, 1175]
subheading: [PER MERCANTILE SHIPPING AND UNDERWRITERS ASSOCIATION.]	[1308, 694, 1541, 716]
paragraph: Compressed gun-cotton though not liable to explode when stored in small quantities, should, when stored DRY in the large quantities, be treated with the same precautions as gunpowder. It is not injured by the damp. It can either be exploded instantaneously, or with any required degree of velocity by simply varying the mechanical arrangements under which it is used. Instantaneous combustion is what constitutes an explosion; slow combustion when manageable powder is required. If the force is required the gun-cotton must be confined in a perfectly close receptacle; if the latter, the effect must be obtained by mechanically, in which state it can be made to be more slowly than gunpowder. But the necessity of confining either gunpowder or gun-cotton in strong receptacles, for the purpose of developing their explosive force, is greatly reduced when detonating fuses are used as exploding agents, and is indeed, entirely dispensed with in the case of charges of fired from water. Thus if thin glass, or a waterproof bag is used in conjunction with a detonating fuse, the effect produced will be as great as that of a charge fired in a strong iron receptacle by the ordinary method.	[1049, 699, 1287, 960]
paragraph: Newcastle's (N.S.W.) output of coal for last year was 600,000 tons.	[1561, 1102, 1799, 1126]
paragraph: Russian agents in Stamboul are known to be intriguing in opposition to English interests.	[1305, 273, 1543, 297]
masthead: THE POVERTY BAY STANDARD, FRIDAY, AUGUST 18, 1882.	[16, 11, 1808, 48]
paragraph: The Savings Bank returns in France are £51,000,000.	[1317, 1521, 1537, 1533]
paragraph: In referring the other day to Vice-Admiral Sir F. Beauchamp P. Seymour, Commander-in-Chief in the Mediterranean, we erroneously put his age at 38, and the date of his joining the service at 1838. The Admiral is 61, having been born in 1821, and joined the service in 1834. His father was Sir Horace Beauchamp Seymour, M.P., reputed to be the handsomest officer in the British army, and his mother, a noted beauty, was a daughter of Sir Lawrence Palk, M.P. The Admiral, his sister, and his late brother were remarkable for their personal appearance and beauty.	[281, 1490, 519, 1620]
